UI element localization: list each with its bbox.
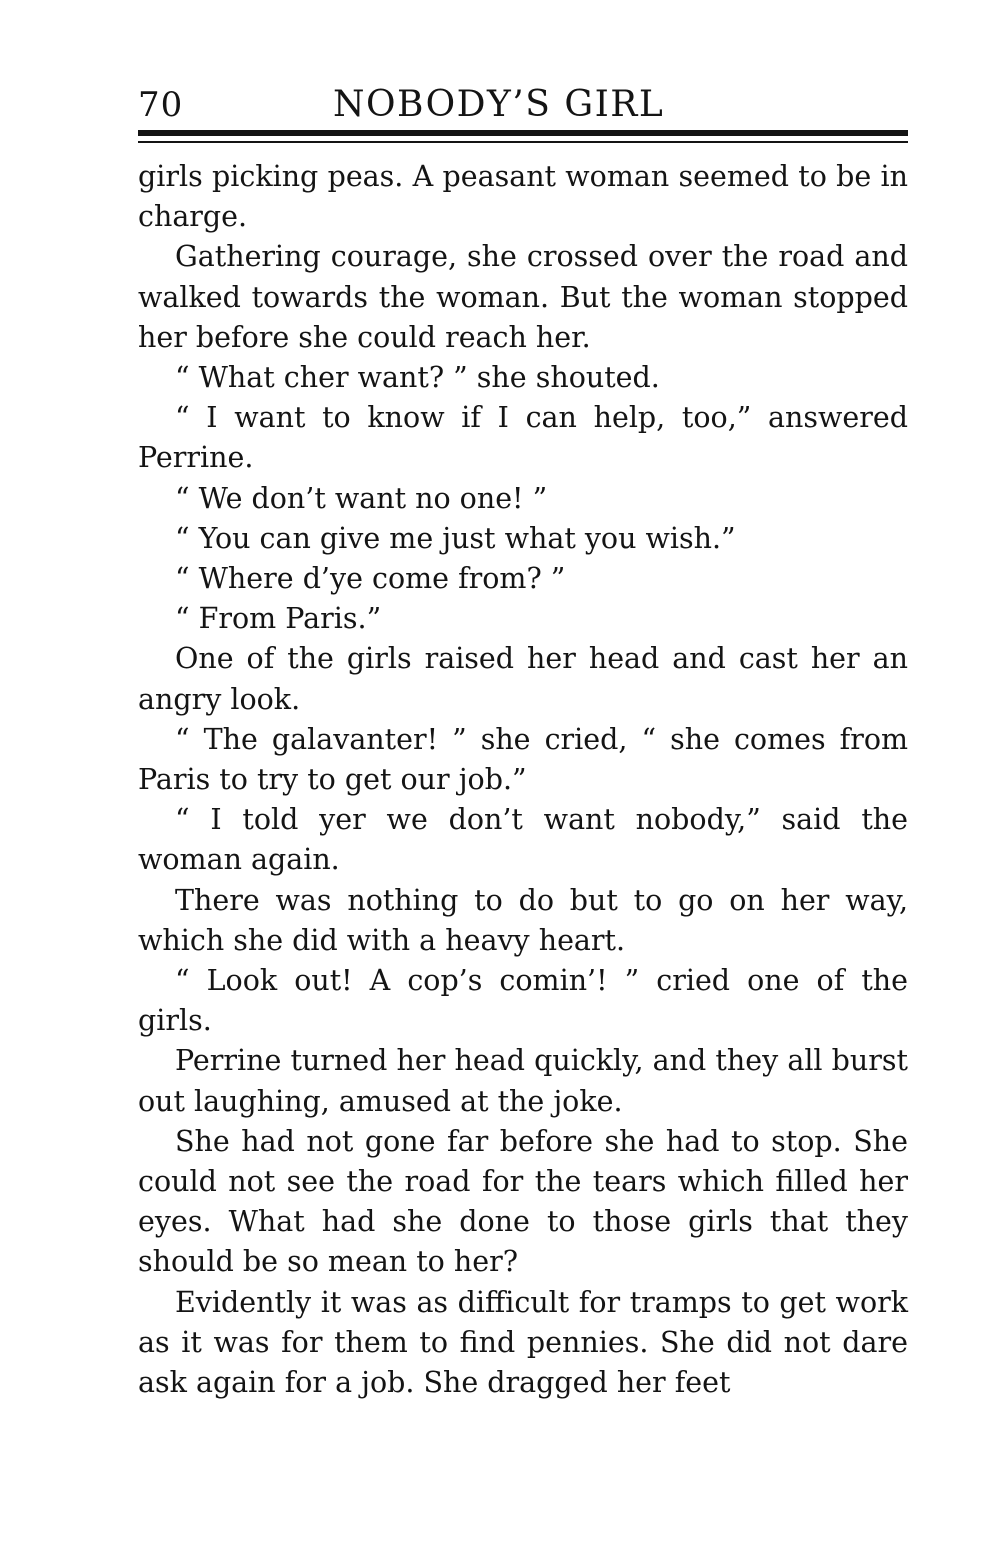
paragraph: “ From Paris.”: [175, 602, 382, 636]
paragraph: “ I want to know if I can help, too,” answered Perrine.: [138, 401, 908, 475]
paragraph: “ What cher want? ” she shouted.: [175, 361, 660, 395]
paragraph: “ Where d’ye come from? ”: [175, 562, 566, 596]
paragraph: Gathering courage, she crossed over the road and walked towards the woman. But the woman stopped her before she could reach her.: [138, 240, 908, 354]
paragraph: One of the girls raised her head and cast her an angry look.: [138, 642, 908, 716]
header-rule-thin: [138, 141, 908, 143]
paragraph: “ Look out! A cop’s comin’! ” cried one of the girls.: [138, 964, 908, 1038]
body-text: [138, 157, 908, 1403]
page-number: 70: [138, 85, 184, 125]
page-header: [138, 80, 908, 130]
paragraph: She had not gone far before she had to stop. She could not see the road for the tears which filled her eyes. What had she done to those girls that they should be so mean to her?: [138, 1124, 908, 1279]
paragraph: “ The galavanter! ” she cried, “ she comes from Paris to try to get our job.”: [138, 722, 908, 797]
paragraph: girls picking peas. A peasant woman seemed to be in charge.: [138, 160, 908, 234]
header-rule-thick: [138, 130, 908, 136]
paragraph: Evidently it was as difficult for tramps to get work as it was for them to find pennies. She did not dare ask again for a job. She dragged her feet: [138, 1285, 908, 1400]
paragraph: Perrine turned her head quickly, and they all burst out laughing, amused at the joke.: [138, 1044, 908, 1118]
paragraph: “ You can give me just what you wish.”: [175, 521, 736, 555]
paragraph: “ I told yer we don’t want nobody,” said the woman again.: [138, 803, 908, 877]
paragraph: There was nothing to do but to go on her way, which she did with a heavy heart.: [138, 883, 908, 957]
paragraph: “ We don’t want no one! ”: [175, 481, 548, 515]
running-title: NOBODY’S GIRL: [333, 84, 665, 125]
